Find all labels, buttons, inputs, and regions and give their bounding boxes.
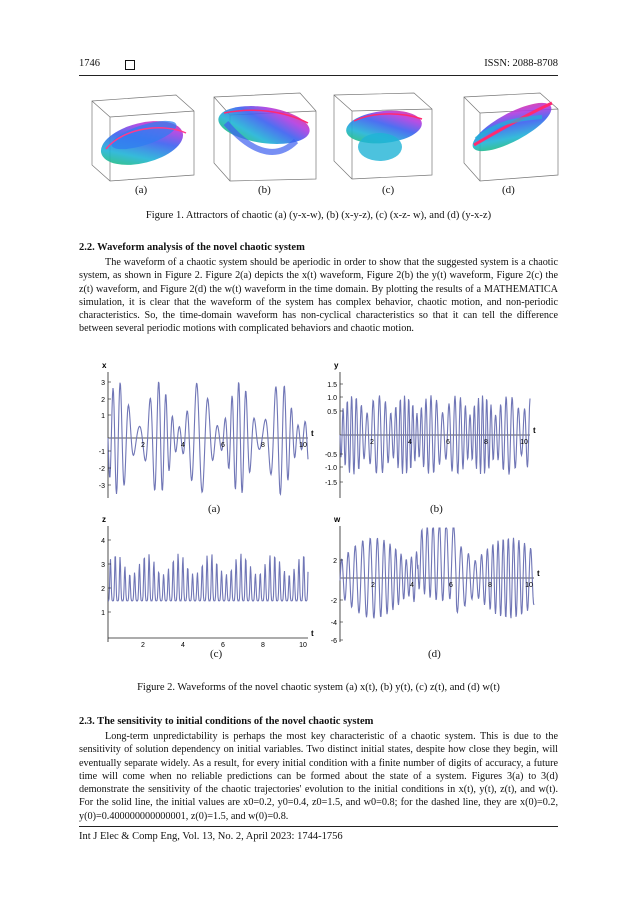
y-tick-label: 3 bbox=[101, 562, 105, 569]
section-2-2-text: The waveform of a chaotic system should be aperiodic in order to show that the suggested system is a chaotic system, as shown in Figure 2. Figure 2(a) depicts the x(t) waveform, Figure 2(b) the y(t) waveform, Figure 2(c) the z(t) waveform, and Figure 2(d) the w(t) waveform in the time domain. By plotting the results of a MATHEMATICA simulation, it is clear that the waveform of the system has complex behavior, chaotic motion, and non-periodic characteristics. So, the time-domain waveform has non-cyclical characteristics so that it can tell the difference between several periodic motions with complicated behaviors and chaotic motion. bbox=[79, 257, 558, 335]
waveform-line bbox=[108, 554, 308, 601]
x-tick-label: 6 bbox=[446, 439, 450, 446]
y-tick-label: 4 bbox=[101, 538, 105, 545]
waveform-plot bbox=[101, 515, 314, 649]
waveform-plot bbox=[324, 361, 536, 498]
x-axis-name: t bbox=[533, 426, 536, 435]
header-rule bbox=[79, 75, 558, 76]
y-tick-label: 1.5 bbox=[327, 382, 337, 389]
waveform-line bbox=[340, 528, 534, 618]
section-2-2-heading: 2.2. Waveform analysis of the novel chaotic system bbox=[79, 242, 305, 253]
footer-rule bbox=[79, 826, 558, 827]
x-axis-name: t bbox=[311, 429, 314, 438]
x-tick-label: 4 bbox=[181, 642, 185, 649]
figure-2-label-b: (b) bbox=[430, 503, 443, 515]
y-tick-label: 0.5 bbox=[327, 409, 337, 416]
x-tick-label: 8 bbox=[261, 442, 265, 449]
x-tick-label: 6 bbox=[221, 642, 225, 649]
y-tick-label: -0.5 bbox=[324, 452, 337, 459]
x-tick-label: 10 bbox=[299, 642, 307, 649]
figure-1-label-c: (c) bbox=[382, 184, 395, 196]
x-axis-name: t bbox=[537, 569, 540, 578]
x-tick-label: 10 bbox=[525, 582, 533, 589]
x-tick-label: 4 bbox=[408, 439, 412, 446]
y-tick-label: -1.5 bbox=[324, 480, 337, 487]
square-icon bbox=[125, 60, 135, 70]
section-2-3-text: Long-term unpredictability is perhaps the most key characteristic of a chaotic system. This is due to the sensitivity of solution dependency on initial variables. Two distinct initial states, despite how close they begin, will eventually separate widely. As a result, for every initial condition with a finite number of digits of accuracy, a future time will come when no reliable predictions can be formed about the state of a system. Figures 3(a) to 3(d) demonstrate the sensitivity of the chaotic trajectories' evolution to the initial conditions in x(t), y(t), z(t), and w(t). For the solid line, the initial values are x0=0.2, y0=0.4, z0=1.5, and w0=0.8; for the dashed line, they are x(0)=0.2, y(0)=0.400000000000001, z(0)=1.5, and w(0)=0.8. bbox=[79, 731, 558, 822]
y-tick-label: -1.0 bbox=[324, 465, 337, 472]
waveform-panel-c bbox=[101, 515, 314, 649]
figure-2-label-d: (d) bbox=[428, 648, 441, 660]
x-tick-label: 4 bbox=[181, 442, 185, 449]
y-axis-name: y bbox=[334, 361, 339, 370]
waveform-panel-d bbox=[330, 515, 540, 645]
y-tick-label: 1.0 bbox=[327, 395, 337, 402]
figure-2-label-a: (a) bbox=[208, 503, 221, 515]
waveform-plot bbox=[98, 361, 314, 498]
attractor-b-image bbox=[214, 93, 316, 181]
x-tick-label: 2 bbox=[370, 439, 374, 446]
figure-1-label-b: (b) bbox=[258, 184, 271, 196]
waveform-line bbox=[340, 395, 530, 474]
x-tick-label: 2 bbox=[141, 442, 145, 449]
y-axis-name: x bbox=[102, 361, 107, 370]
figure-1 bbox=[84, 83, 560, 183]
x-tick-label: 8 bbox=[488, 582, 492, 589]
y-tick-label: 3 bbox=[101, 380, 105, 387]
section-2-3-paragraph bbox=[79, 730, 558, 823]
waveform-panel-a bbox=[98, 361, 314, 498]
page-number: 1746 bbox=[79, 58, 100, 69]
figure-1-label-a: (a) bbox=[135, 184, 148, 196]
y-axis-name: w bbox=[334, 515, 341, 524]
x-tick-label: 2 bbox=[371, 582, 375, 589]
footer-citation: Int J Elec & Comp Eng, Vol. 13, No. 2, April 2023: 1744-1756 bbox=[79, 831, 343, 842]
waveform-panel-b bbox=[324, 361, 536, 498]
attractor-c-image bbox=[334, 93, 432, 179]
y-tick-label: 1 bbox=[101, 413, 105, 420]
issn: ISSN: 2088-8708 bbox=[484, 58, 558, 69]
figure-2-label-c: (c) bbox=[210, 648, 223, 660]
attractor-images bbox=[84, 83, 560, 183]
attractor-a-image bbox=[92, 95, 194, 181]
figure-1-label-d: (d) bbox=[502, 184, 515, 196]
x-axis-name: t bbox=[311, 629, 314, 638]
y-tick-label: 1 bbox=[101, 610, 105, 617]
figure-1-caption: Figure 1. Attractors of chaotic (a) (y-x-w), (b) (x-y-z), (c) (x-z- w), and (d) (y-x-z) bbox=[145, 210, 492, 221]
section-2-2-paragraph bbox=[79, 256, 558, 336]
x-tick-label: 10 bbox=[299, 442, 307, 449]
x-tick-label: 4 bbox=[410, 582, 414, 589]
page-header bbox=[79, 58, 558, 74]
attractor-d-image bbox=[464, 93, 558, 181]
figure-2-caption: Figure 2. Waveforms of the novel chaotic system (a) x(t), (b) y(t), (c) z(t), and (d) w(t) bbox=[137, 682, 500, 693]
section-2-3-heading: 2.3. The sensitivity to initial conditions of the novel chaotic system bbox=[79, 716, 374, 727]
x-tick-label: 8 bbox=[261, 642, 265, 649]
y-tick-label: -6 bbox=[330, 638, 337, 645]
y-tick-label: -4 bbox=[330, 620, 337, 627]
y-tick-label: -2 bbox=[98, 466, 105, 473]
x-tick-label: 6 bbox=[449, 582, 453, 589]
x-tick-label: 6 bbox=[221, 442, 225, 449]
y-axis-name: z bbox=[102, 515, 106, 524]
y-tick-label: 2 bbox=[333, 558, 337, 565]
y-tick-label: -3 bbox=[98, 483, 105, 490]
y-tick-label: -2 bbox=[330, 598, 337, 605]
y-tick-label: 2 bbox=[101, 397, 105, 404]
y-tick-label: -1 bbox=[98, 449, 105, 456]
x-tick-label: 2 bbox=[141, 642, 145, 649]
x-tick-label: 10 bbox=[520, 439, 528, 446]
y-tick-label: 2 bbox=[101, 586, 105, 593]
x-tick-label: 8 bbox=[484, 439, 488, 446]
waveform-plot bbox=[330, 515, 540, 645]
